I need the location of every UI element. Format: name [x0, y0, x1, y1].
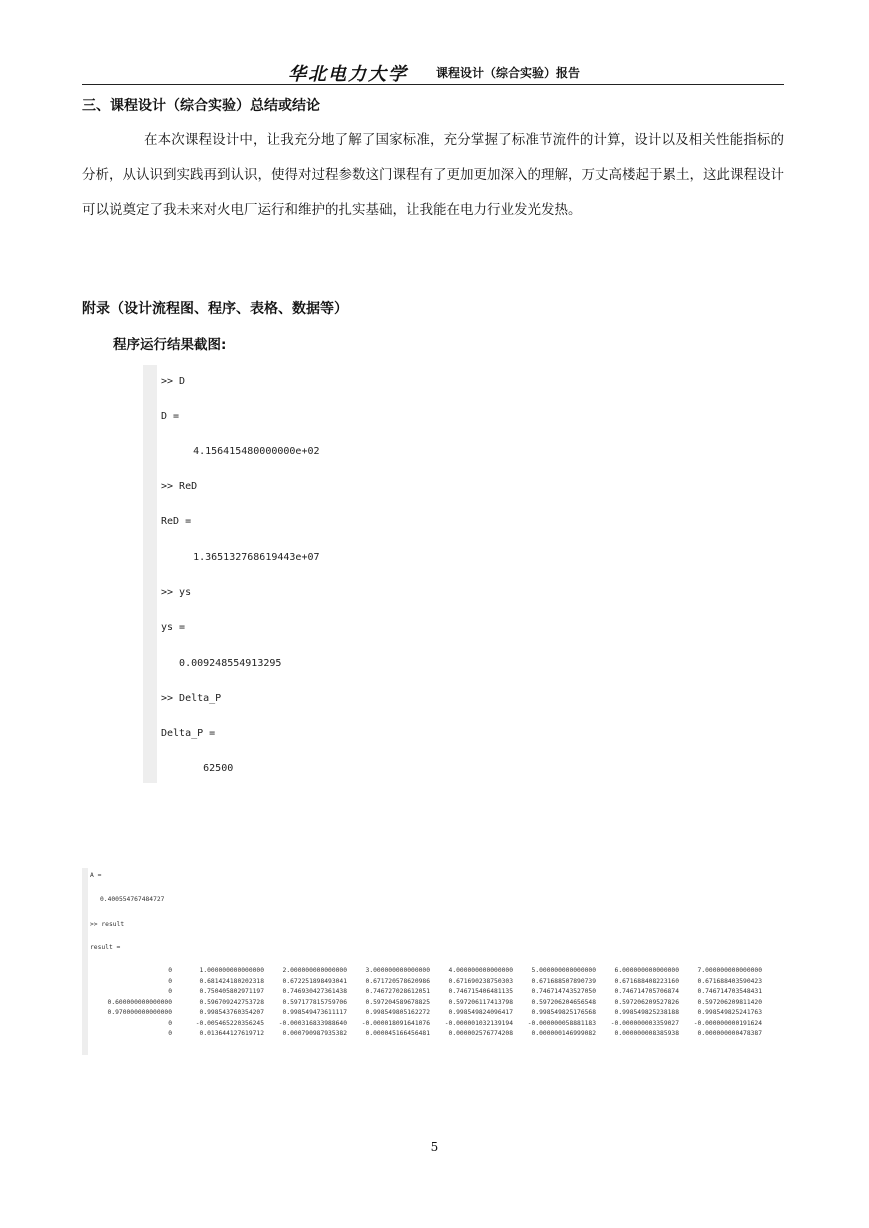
console-line: ys = — [161, 622, 186, 633]
table-cell: 7.000000000000000 — [697, 967, 762, 974]
console-line: 62500 — [161, 763, 234, 774]
table-cell: 0.750405802971197 — [199, 988, 264, 995]
matlab-output-screenshot-1 — [143, 365, 328, 783]
table-cell: 0.746930427361438 — [282, 988, 347, 995]
table-cell: 0.746715406481135 — [448, 988, 513, 995]
table-cell: -0.000001032139194 — [444, 1019, 513, 1027]
console-line: 4.156415480000000e+02 — [169, 446, 320, 457]
table-cell: 0 — [168, 1030, 172, 1037]
table-cell: -0.000000000191624 — [693, 1019, 762, 1027]
table-cell: 0.000045166456481 — [365, 1030, 430, 1037]
table-cell: 0.013644127619712 — [199, 1030, 264, 1037]
table-cell: 0.998549825176568 — [531, 1009, 596, 1016]
console-line: D = — [161, 411, 180, 422]
table-cell: 0 — [168, 977, 172, 985]
table-cell: 0.746714703548431 — [697, 988, 762, 995]
table-cell: 0 — [168, 967, 172, 974]
table-cell: 0.746727028612051 — [365, 988, 430, 995]
a-label: A = — [90, 872, 102, 879]
console-line: >> D — [161, 376, 186, 387]
table-cell: 0.998549473611117 — [282, 1009, 347, 1016]
table-cell: 0.600000000000000 — [107, 998, 172, 1006]
console-gutter — [82, 868, 88, 1055]
table-cell: 6.000000000000000 — [614, 967, 679, 974]
table-cell: 0.998549825241763 — [697, 1009, 762, 1016]
page-number: 5 — [430, 1140, 439, 1154]
table-cell: 0.000000000478387 — [697, 1030, 762, 1037]
table-cell: 0.672251898493041 — [282, 977, 347, 985]
table-cell: 1.000000000000000 — [199, 967, 264, 974]
table-cell: 0.596709242753728 — [199, 998, 264, 1006]
table-cell: -0.000018091641076 — [361, 1019, 430, 1027]
table-cell: 0.000002576774208 — [448, 1030, 513, 1037]
table-cell: 0.671720578620986 — [365, 977, 430, 985]
section-title: 三、课程设计（综合实验）总结或结论 — [82, 98, 320, 114]
table-cell: 0.671690238750303 — [448, 977, 513, 985]
console-gutter — [143, 365, 157, 783]
table-cell: 0.998549824096417 — [448, 1009, 513, 1016]
console-line: >> ys — [161, 587, 192, 598]
table-cell: 0.998549825238188 — [614, 1009, 679, 1016]
table-cell: 0.998543760354207 — [199, 1009, 264, 1016]
table-cell: 0.000790987935382 — [282, 1030, 347, 1037]
table-cell: 5.000000000000000 — [531, 967, 596, 974]
table-cell: 0.746714743527050 — [531, 988, 596, 995]
a-value: 0.400554767484727 — [100, 896, 165, 903]
console-line: ReD = — [161, 516, 192, 527]
table-cell: 0.746714705706874 — [614, 988, 679, 995]
university-logo: 华北电力大学 — [288, 64, 408, 85]
table-cell: 0.597177815759706 — [282, 998, 347, 1006]
table-cell: 0.597204589678825 — [365, 998, 430, 1006]
console-line: >> Delta_P — [161, 693, 222, 704]
table-cell: 4.000000000000000 — [448, 967, 513, 974]
console-line: 0.009248554913295 — [161, 658, 282, 669]
table-cell: 0.671688507890739 — [531, 977, 596, 985]
table-cell: -0.000000058881183 — [527, 1019, 596, 1027]
table-cell: 0.000000008385938 — [614, 1030, 679, 1037]
table-cell: 0.671688403590423 — [697, 977, 762, 985]
table-cell: 0.000000146999082 — [531, 1030, 596, 1037]
matlab-output-screenshot-2 — [82, 868, 760, 1055]
console-line: 1.365132768619443e+07 — [169, 552, 320, 563]
console-line: >> ReD — [161, 481, 198, 492]
console-line: Delta_P = — [161, 728, 216, 739]
table-cell: 0.597206117413798 — [448, 998, 513, 1006]
table-cell: 0.671688408223160 — [614, 977, 679, 985]
table-cell: 0.597206209811420 — [697, 998, 762, 1006]
header-title: 课程设计（综合实验）报告 — [436, 66, 581, 80]
table-cell: -0.005465220356245 — [195, 1019, 264, 1027]
result-command: >> result — [90, 921, 125, 928]
screenshot-caption: 程序运行结果截图: — [113, 337, 227, 353]
table-cell: -0.000316833988640 — [278, 1019, 347, 1027]
page-header — [82, 58, 784, 85]
table-cell: 0.998549805162272 — [365, 1009, 430, 1016]
table-cell: 0 — [168, 1019, 172, 1027]
table-cell: 0.597206204656548 — [531, 998, 596, 1006]
result-label: result = — [90, 944, 121, 951]
conclusion-paragraph: 在本次课程设计中，让我充分地了解了国家标准，充分掌握了标准节流件的计算，设计以及相关性能指标的分析，从认识到实践再到认识，使得对过程参数这门课程有了更加更加深入的理解，万丈高楼起于累土，这此课程设计可以说奠定了我未来对火电厂运行和维护的扎实基础，让我能在电力行业发光发热。 — [82, 132, 784, 218]
table-cell: 0.970000000000000 — [107, 1009, 172, 1016]
appendix-title: 附录（设计流程图、程序、表格、数据等） — [82, 301, 348, 317]
table-cell: 0.681424180202318 — [199, 977, 264, 985]
table-cell: 3.000000000000000 — [365, 967, 430, 974]
table-cell: 0.597206209527826 — [614, 998, 679, 1006]
table-cell: -0.000000003359027 — [610, 1019, 679, 1027]
table-cell: 2.000000000000000 — [282, 967, 347, 974]
table-cell: 0 — [168, 988, 172, 995]
